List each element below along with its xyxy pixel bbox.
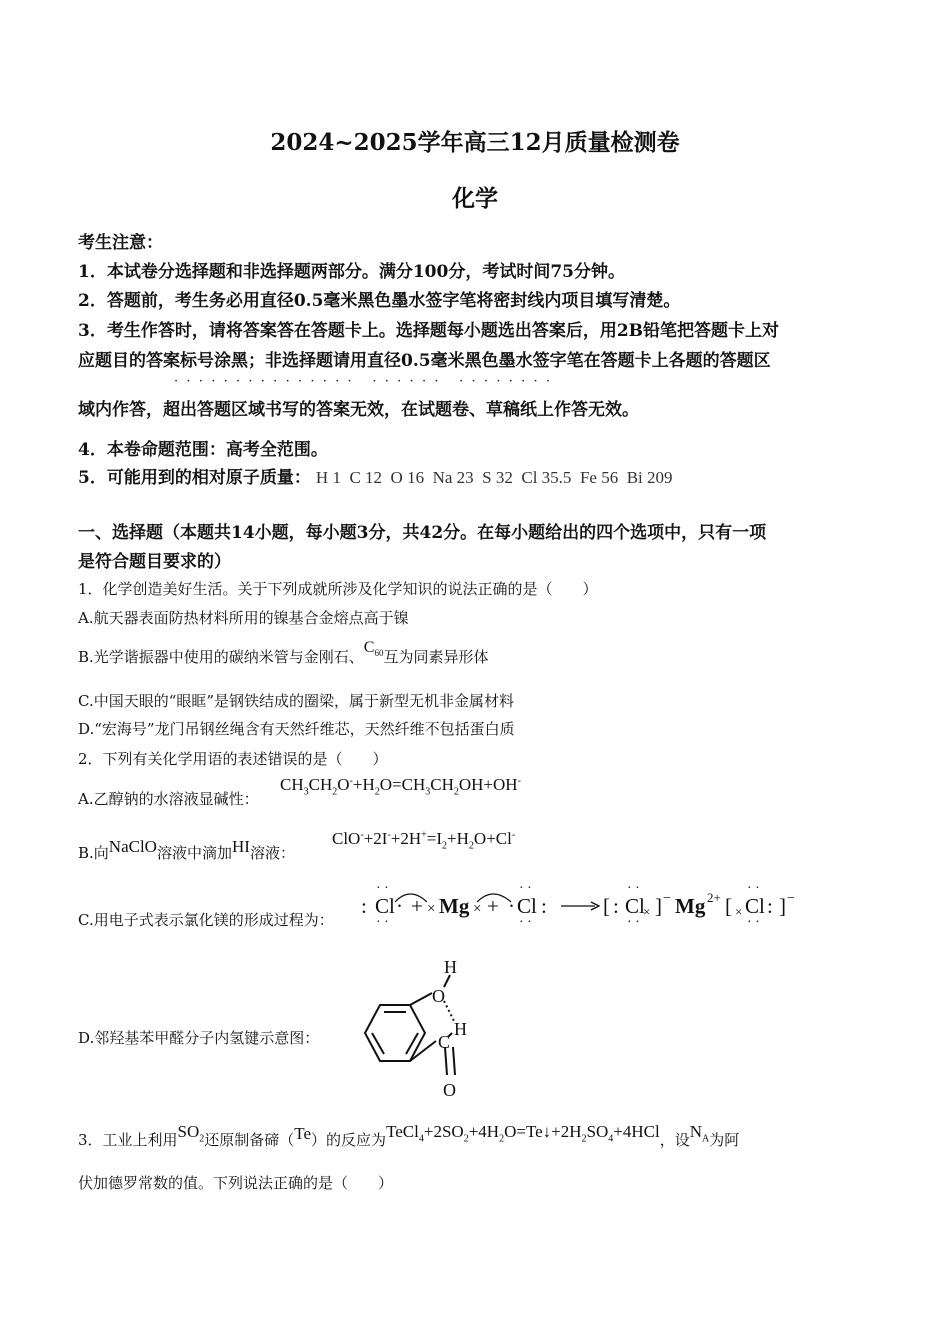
svg-text:Cl: Cl xyxy=(517,894,537,918)
notice-item-5-label: 5．可能用到的相对原子质量： xyxy=(78,468,311,488)
q1-option-d: D.“宏海号”龙门吊钢丝绳含有天然纤维芯，天然纤维不包括蛋白质 xyxy=(78,720,515,738)
svg-text:Cl: Cl xyxy=(745,894,765,918)
mgcl2-electron-formula xyxy=(355,880,845,930)
svg-text:O: O xyxy=(443,1080,456,1100)
q3-equation: $TeCl_4+2SO_2+4H_2O=Te↓+2H_2SO_4+4HCl$ xyxy=(386,1122,660,1145)
notice-item-3b: 应题目的答案标号涂黑；非选择题请用直径0.5毫米黑色墨水签字笔在答题卡上各题的答题区 xyxy=(78,351,771,371)
svg-text:×: × xyxy=(735,904,743,919)
svg-text:· ·: · · xyxy=(747,881,760,896)
svg-text:]: ] xyxy=(655,894,662,918)
section-heading-line2: 是符合题目要求的） xyxy=(78,552,231,572)
notice-item-5 xyxy=(78,463,673,488)
notice-heading: 考生注意： xyxy=(78,233,163,253)
q1-option-c: C.中国天眼的“眼眶”是钢铁结成的圈梁，属于新型无机非金属材料 xyxy=(78,692,515,710)
svg-text:Mg: Mg xyxy=(675,894,706,918)
svg-text:×: × xyxy=(427,901,436,917)
notice-item-2: 2．答题前，考生务必用直径0.5毫米黑色墨水签字笔将密封线内项目填写清楚。 xyxy=(78,291,681,311)
svg-text:+: + xyxy=(411,894,423,918)
salicylaldehyde-structure xyxy=(340,955,480,1100)
naclo-formula: NaClO xyxy=(108,837,157,856)
svg-text:−: − xyxy=(787,891,795,906)
svg-text:· ·: · · xyxy=(519,881,532,896)
notice-item-3a: 3．考生作答时，请将答案答在答题卡上。选择题每小题选出答案后，用2B铅笔把答题卡上对 xyxy=(78,321,780,341)
svg-text::: : xyxy=(541,894,547,918)
svg-text:· ·: · · xyxy=(627,915,640,930)
subject-title: 化学 xyxy=(452,185,498,212)
q2-b-equation: $ClO^-+2I^-+2H^+=I_2+H_2O+Cl^-$ xyxy=(332,829,516,852)
q1-option-a: A.航天器表面防热材料所用的镍基合金熔点高于镍 xyxy=(78,609,409,627)
notice-item-3c: 域内作答，超出答题区域书写的答案无效，在试题卷、草稿纸上作答无效。 xyxy=(78,400,639,420)
hi-formula: HI xyxy=(231,837,250,856)
notice-item-4: 4．本卷命题范围：高考全范围。 xyxy=(78,440,328,460)
page-title: 2024~2025学年高三12月质量检测卷 xyxy=(270,129,680,156)
svg-text:[: [ xyxy=(725,894,732,918)
svg-text:H: H xyxy=(444,957,457,977)
svg-text:C: C xyxy=(438,1032,451,1052)
svg-text:H: H xyxy=(454,1019,467,1039)
svg-text:O: O xyxy=(432,986,445,1006)
svg-text:· ·: · · xyxy=(519,915,532,930)
q2-option-d-label: D.邻羟基苯甲醛分子内氢键示意图： xyxy=(78,1029,320,1047)
q3-stem-line2: 伏加德罗常数的值。下列说法正确的是（ ） xyxy=(78,1174,394,1192)
svg-text:·: · xyxy=(508,894,515,918)
te-formula: Te xyxy=(294,1124,312,1143)
svg-text:−: − xyxy=(663,891,671,906)
svg-text:]: ] xyxy=(779,894,786,918)
q3-stem-line1: 3．工业上利用$SO_2$还原制备碲（Te）的反应为$TeCl_4+2SO_2+4H_2O=Te↓+2H_2SO_4+4HCl$，设$N_A$为阿 xyxy=(78,1122,740,1149)
svg-text:×: × xyxy=(473,901,482,917)
svg-text:· ·: · · xyxy=(627,881,640,896)
svg-text:×: × xyxy=(643,904,651,919)
q2-a-equation: $CH_3CH_2O^-+H_2O=CH_3CH_2OH+OH^-$ xyxy=(280,775,521,798)
svg-text:·: · xyxy=(396,894,403,918)
svg-text:· ·: · · xyxy=(747,915,760,930)
svg-text:Mg: Mg xyxy=(439,894,470,918)
c60-formula: $C_{60}$ xyxy=(363,639,384,659)
q2-option-a: A.乙醇钠的水溶液显碱性： xyxy=(78,790,259,808)
q2-option-b: B.向NaClO溶液中滴加HI溶液： xyxy=(78,837,295,862)
na-symbol: $N_A$ xyxy=(689,1122,710,1145)
svg-text:· ·: · · xyxy=(376,881,389,896)
atomic-masses: H 1 C 12 O 16 Na 23 S 32 Cl 35.5 Fe 56 Bi 209 xyxy=(315,468,673,487)
q1-stem: 1．化学创造美好生活。关于下列成就所涉及化学知识的说法正确的是（ ） xyxy=(78,580,598,598)
svg-text::: : xyxy=(767,894,773,918)
notice-item-1: 1．本试卷分选择题和非选择题两部分。满分100分，考试时间75分钟。 xyxy=(78,262,625,282)
svg-text:· ·: · · xyxy=(376,915,389,930)
svg-text::: : xyxy=(361,894,367,918)
svg-text:+: + xyxy=(487,894,499,918)
svg-text:Cl: Cl xyxy=(625,894,645,918)
q2-stem: 2．下列有关化学用语的表述错误的是（ ） xyxy=(78,750,388,768)
q2-option-c-label: C.用电子式表示氯化镁的形成过程为： xyxy=(78,911,334,929)
svg-text:Cl: Cl xyxy=(375,894,395,918)
so2-formula: $SO_2$ xyxy=(177,1122,205,1145)
q1-option-b: B.光学谐振器中使用的碳纳米管与金刚石、$C_{60}$互为同素异形体 xyxy=(78,639,489,666)
svg-text::: : xyxy=(613,894,619,918)
section-heading-line1: 一、选择题（本题共14小题，每小题3分，共42分。在每小题给出的四个选项中，只有一项 xyxy=(78,523,767,543)
emphasis-dots: · · · · · · · · · · · · · · · · · · · · · · · · · · · · · xyxy=(174,374,551,389)
svg-text:2+: 2+ xyxy=(707,890,721,905)
svg-text:[: [ xyxy=(603,894,610,918)
